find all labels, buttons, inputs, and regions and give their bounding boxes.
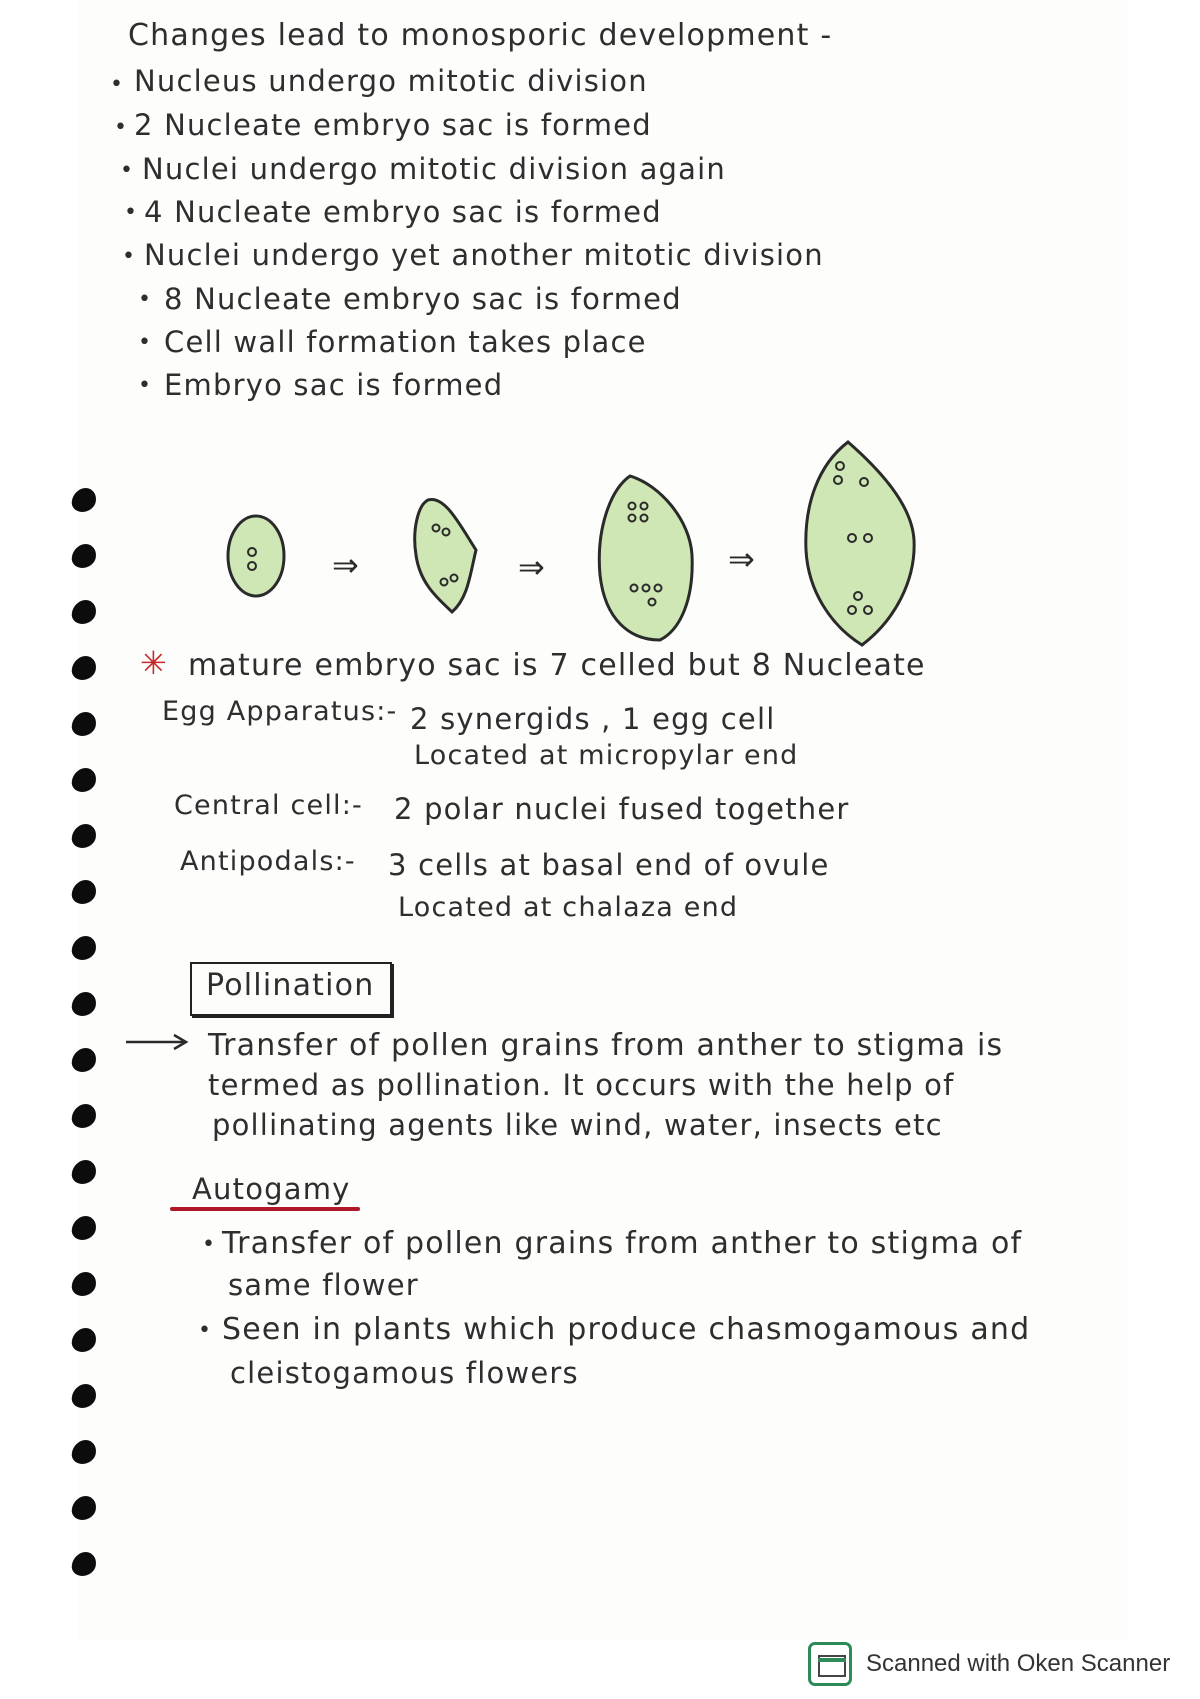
bullet-dot: • <box>120 158 133 183</box>
antipodals-line2: Located at chalaza end <box>398 892 739 923</box>
bullet-dot: • <box>110 72 123 97</box>
antipodals-line1: 3 cells at basal end of ovule <box>388 848 830 882</box>
arrow-icon: ⇒ <box>728 540 755 578</box>
list-item: 8 Nucleate embryo sac is formed <box>164 282 682 316</box>
watermark-text: Scanned with Oken Scanner <box>866 1650 1171 1677</box>
bullet-dot: • <box>124 200 137 225</box>
stage-8-nucleate-cell <box>806 442 914 645</box>
arrow-icon: ⇒ <box>332 546 359 584</box>
mature-note: mature embryo sac is 7 celled but 8 Nucleate <box>188 648 926 683</box>
antipodals-label: Antipodals:- <box>180 846 356 877</box>
bullet-dot: • <box>198 1318 211 1343</box>
autogamy-point-line: Transfer of pollen grains from anther to stigma of <box>222 1226 1023 1261</box>
bullet-dot: • <box>138 373 151 398</box>
list-item: 4 Nucleate embryo sac is formed <box>144 195 662 229</box>
list-item: Embryo sac is formed <box>164 368 504 402</box>
central-cell-label: Central cell:- <box>174 790 363 821</box>
pollination-definition-line: Transfer of pollen grains from anther to stigma is <box>208 1028 1004 1063</box>
pollination-title: Pollination <box>206 968 375 1003</box>
autogamy-point-line: Seen in plants which produce chasmogamous and <box>222 1312 1031 1347</box>
bullet-dot: • <box>202 1232 215 1257</box>
egg-apparatus-line1: 2 synergids , 1 egg cell <box>410 702 776 736</box>
autogamy-point-line: same flower <box>228 1268 419 1302</box>
scanner-watermark <box>808 1642 1200 1692</box>
egg-apparatus-line2: Located at micropylar end <box>414 740 799 771</box>
asterisk-icon: ✳ <box>140 644 167 682</box>
autogamy-point-line: cleistogamous flowers <box>230 1356 579 1390</box>
heading-underline <box>170 1207 360 1211</box>
page-heading: Changes lead to monosporic development - <box>128 18 833 53</box>
bullet-dot: • <box>114 115 127 140</box>
scanner-icon <box>808 1642 852 1686</box>
arrow-icon: ⇒ <box>518 548 545 586</box>
stage-1-nucleate-cell <box>228 516 284 596</box>
list-item: Cell wall formation takes place <box>164 325 647 359</box>
stage-2-nucleate-cell <box>415 499 476 612</box>
list-item: Nuclei undergo mitotic division again <box>142 152 726 186</box>
embryo-sac-diagram <box>0 0 1200 700</box>
bullet-dot: • <box>138 330 151 355</box>
list-item: Nuclei undergo yet another mitotic division <box>144 238 824 272</box>
central-cell-line1: 2 polar nuclei fused together <box>394 792 850 826</box>
list-item: Nucleus undergo mitotic division <box>134 64 648 98</box>
autogamy-heading: Autogamy <box>192 1172 351 1206</box>
bullet-dot: • <box>138 287 151 312</box>
bullet-dot: • <box>122 244 135 269</box>
stage-4-nucleate-cell <box>599 476 692 640</box>
arrow-right-icon <box>124 1030 194 1054</box>
list-item: 2 Nucleate embryo sac is formed <box>134 108 652 142</box>
egg-apparatus-label: Egg Apparatus:- <box>162 696 398 727</box>
pollination-definition-line: pollinating agents like wind, water, insects etc <box>212 1108 943 1142</box>
pollination-definition-line: termed as pollination. It occurs with the help of <box>208 1068 955 1102</box>
